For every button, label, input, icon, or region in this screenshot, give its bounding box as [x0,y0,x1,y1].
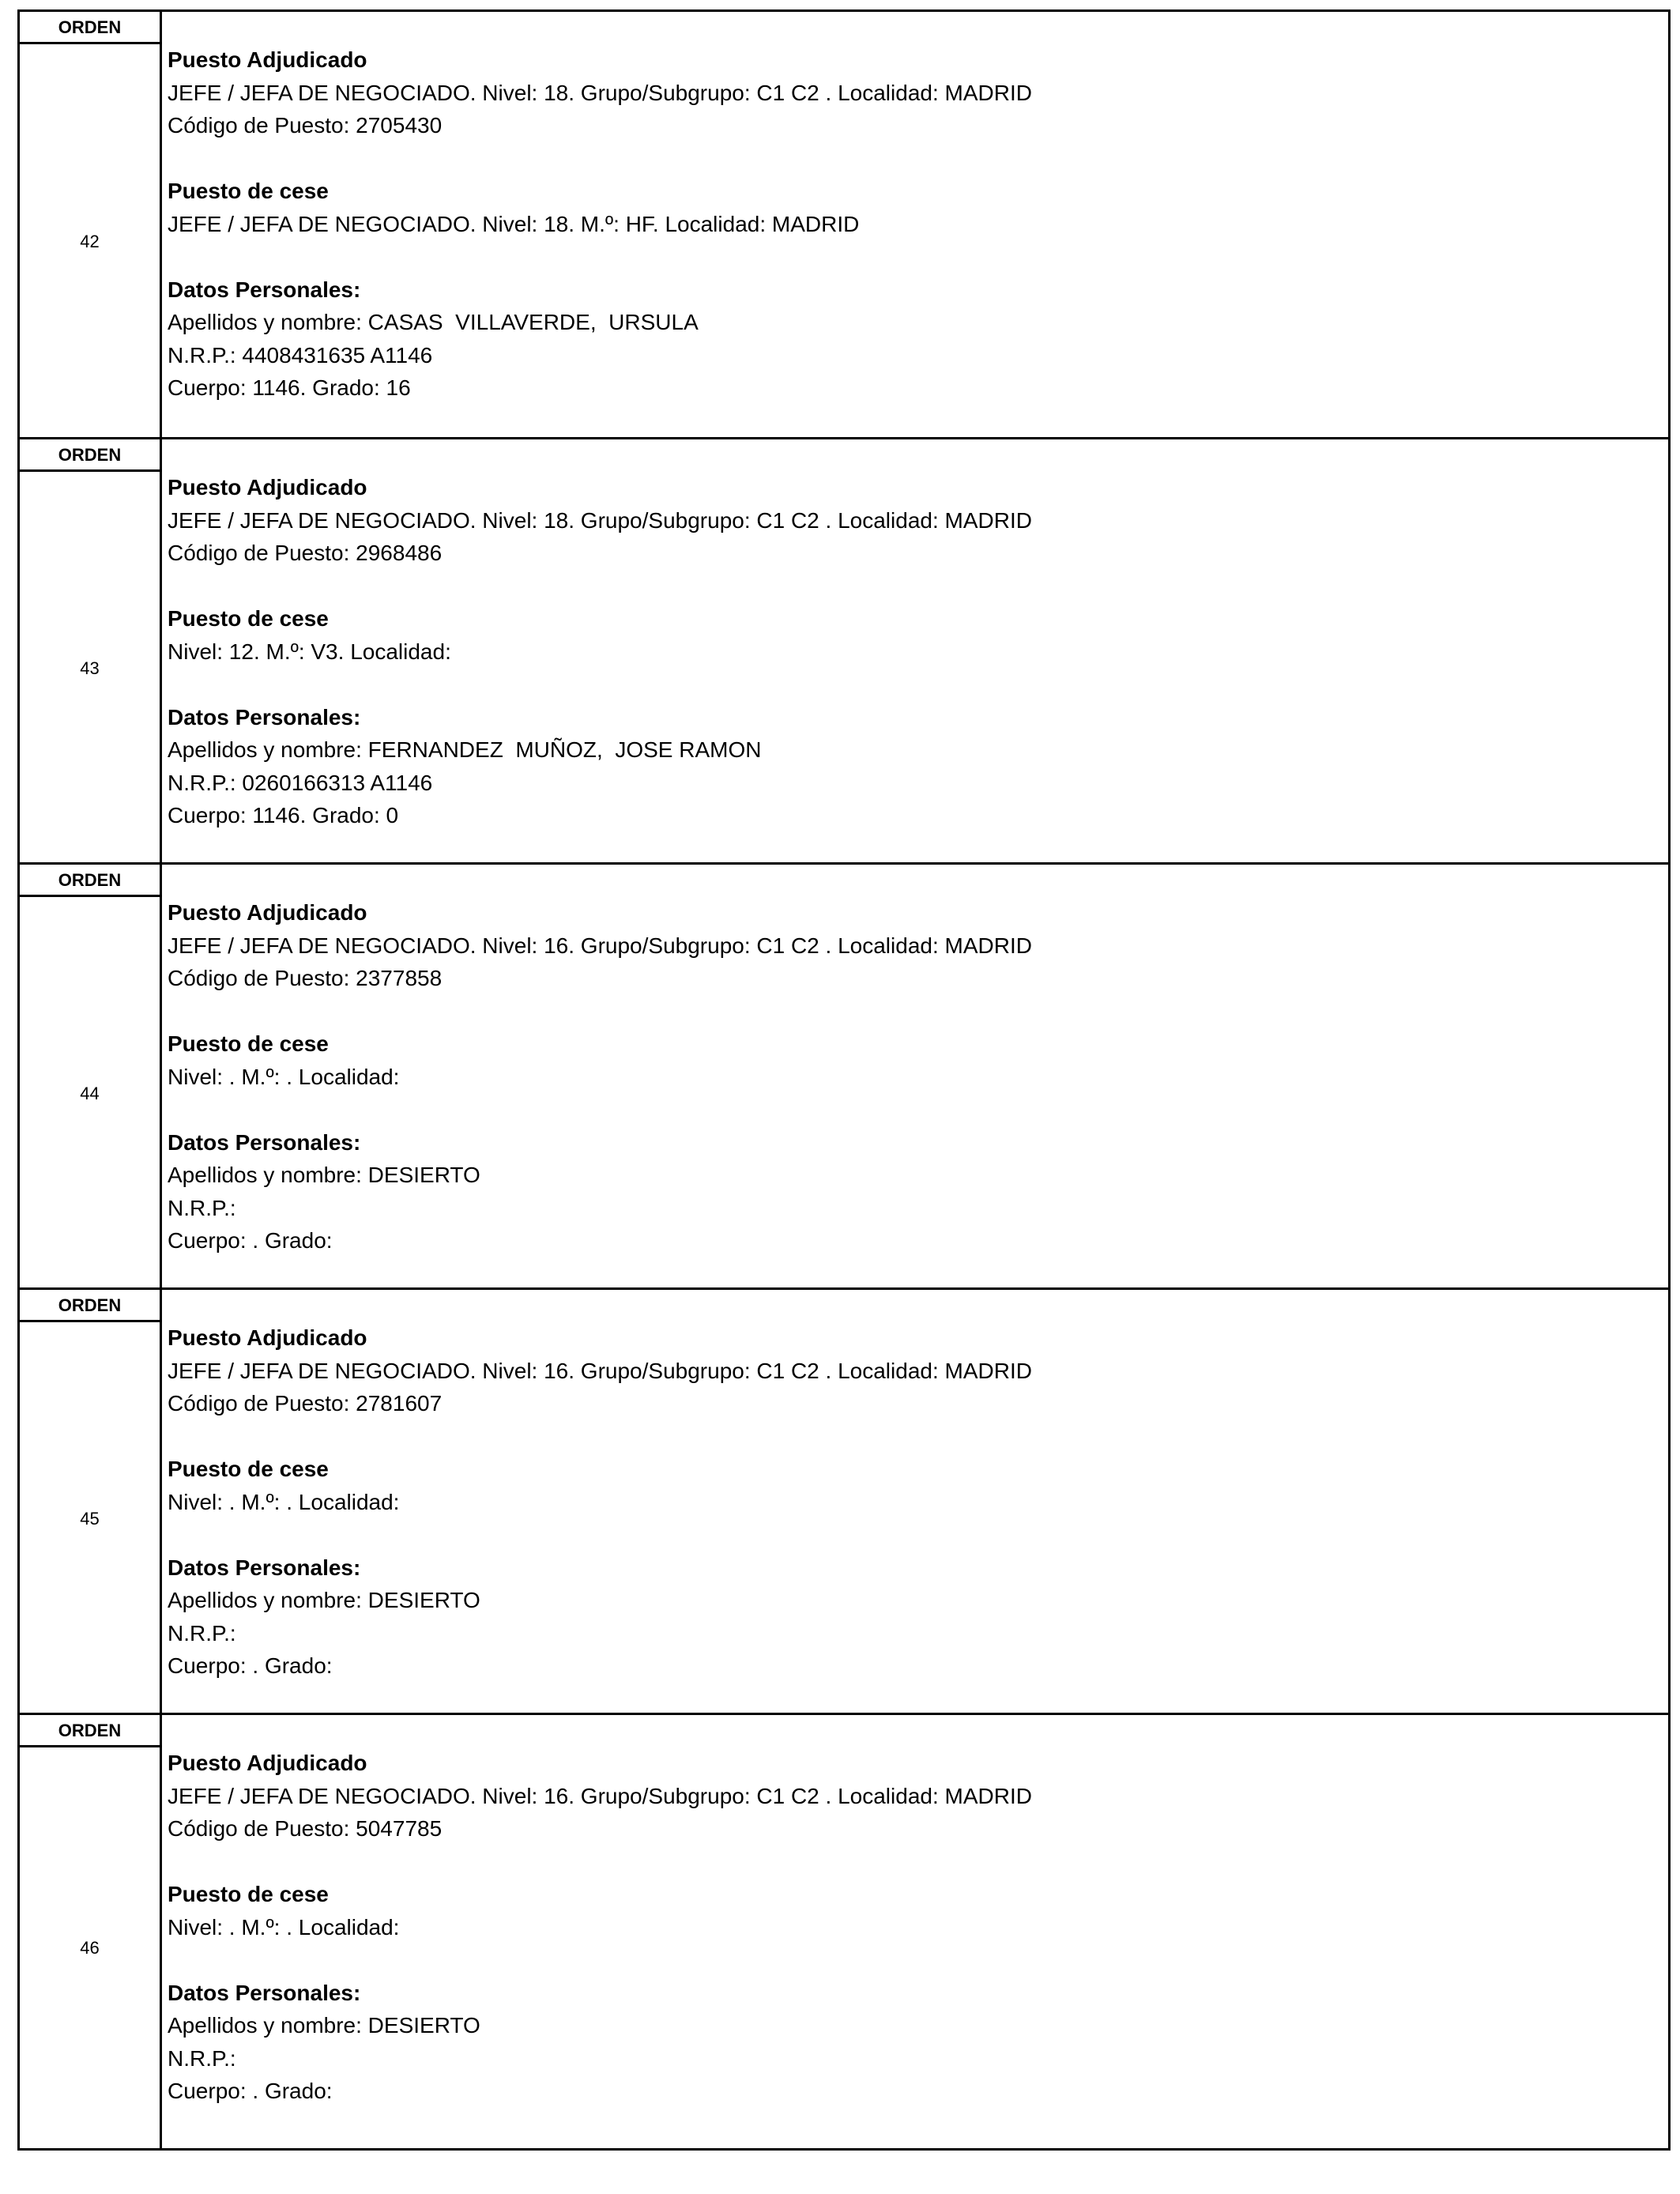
record-row [20,1713,1668,2148]
apellidos-nombre: Apellidos y nombre: DESIERTO [168,2013,480,2038]
puesto-adjudicado-heading: Puesto Adjudicado [168,475,367,499]
puesto-cese-text: Nivel: . M.º: . Localidad: [168,1914,400,1940]
puesto-adjudicado-text: JEFE / JEFA DE NEGOCIADO. Nivel: 16. Grupo/Subgrupo: C1 C2 . Localidad: MADRID [168,1783,1032,1808]
record-details [168,471,1668,832]
nrp: N.R.P.: [168,2045,236,2071]
puesto-adjudicado-heading: Puesto Adjudicado [168,47,367,72]
apellidos-nombre: Apellidos y nombre: DESIERTO [168,1588,480,1612]
datos-personales-heading: Datos Personales: [168,1980,361,2005]
orden-number: 46 [80,1937,100,1958]
puesto-adjudicado-heading: Puesto Adjudicado [168,1751,367,1775]
datos-personales-heading: Datos Personales: [168,1555,361,1580]
codigo-puesto: Código de Puesto: 2705430 [168,113,443,138]
orden-column [20,12,162,439]
datos-personales-heading: Datos Personales: [168,704,361,729]
orden-column [20,1290,162,1715]
codigo-puesto: Código de Puesto: 2377858 [168,966,443,990]
cuerpo-grado: Cuerpo: 1146. Grado: 16 [168,375,411,400]
orden-column [20,439,162,865]
cuerpo-grado: Cuerpo: . Grado: [168,2079,333,2103]
orden-label: ORDEN [20,12,160,44]
nrp: N.R.P.: 4408431635 A1146 [168,342,433,368]
record-details [168,1321,1668,1683]
nrp: N.R.P.: 0260166313 A1146 [168,770,433,795]
puesto-adjudicado-heading: Puesto Adjudicado [168,1325,367,1350]
record-row [20,437,1668,865]
apellidos-nombre: Apellidos y nombre: FERNANDEZ MUÑOZ, JOSE RAMON [168,737,762,762]
nrp: N.R.P.: [168,1195,236,1220]
cuerpo-grado: Cuerpo: . Grado: [168,1228,333,1253]
puesto-adjudicado-text: JEFE / JEFA DE NEGOCIADO. Nivel: 16. Grupo/Subgrupo: C1 C2 . Localidad: MADRID [168,933,1032,958]
orden-label: ORDEN [20,1715,160,1747]
orden-label: ORDEN [20,1290,160,1322]
orden-label: ORDEN [20,439,160,472]
codigo-puesto: Código de Puesto: 5047785 [168,1816,443,1841]
orden-number: 44 [80,1083,100,1103]
puesto-cese-heading: Puesto de cese [168,1882,329,1906]
cuerpo-grado: Cuerpo: 1146. Grado: 0 [168,803,399,827]
codigo-puesto: Código de Puesto: 2968486 [168,541,443,565]
nrp: N.R.P.: [168,1620,236,1646]
apellidos-nombre: Apellidos y nombre: DESIERTO [168,1163,480,1187]
puesto-adjudicado-text: JEFE / JEFA DE NEGOCIADO. Nivel: 18. Grupo/Subgrupo: C1 C2 . Localidad: MADRID [168,507,1032,533]
puesto-adjudicado-text: JEFE / JEFA DE NEGOCIADO. Nivel: 18. Grupo/Subgrupo: C1 C2 . Localidad: MADRID [168,80,1032,105]
puesto-cese-text: Nivel: . M.º: . Localidad: [168,1064,400,1089]
records-table [17,9,1671,2151]
puesto-cese-text: Nivel: . M.º: . Localidad: [168,1489,400,1514]
puesto-cese-heading: Puesto de cese [168,606,329,631]
orden-column [20,865,162,1290]
record-row [20,12,1668,439]
puesto-cese-heading: Puesto de cese [168,1457,329,1481]
orden-column [20,1715,162,2148]
datos-personales-heading: Datos Personales: [168,1129,361,1155]
orden-number: 43 [80,658,100,678]
puesto-adjudicado-text: JEFE / JEFA DE NEGOCIADO. Nivel: 16. Grupo/Subgrupo: C1 C2 . Localidad: MADRID [168,1358,1032,1383]
puesto-cese-text: JEFE / JEFA DE NEGOCIADO. Nivel: 18. M.º: HF. Localidad: MADRID [168,211,860,236]
apellidos-nombre: Apellidos y nombre: CASAS VILLAVERDE, URSULA [168,310,699,334]
datos-personales-heading: Datos Personales: [168,277,361,302]
orden-label: ORDEN [20,865,160,897]
record-row [20,862,1668,1290]
codigo-puesto: Código de Puesto: 2781607 [168,1391,443,1416]
record-details [168,1747,1668,2108]
puesto-cese-heading: Puesto de cese [168,179,329,203]
puesto-adjudicado-heading: Puesto Adjudicado [168,900,367,925]
orden-number: 45 [80,1508,100,1529]
record-row [20,1287,1668,1715]
cuerpo-grado: Cuerpo: . Grado: [168,1653,333,1678]
orden-number: 42 [80,232,100,251]
puesto-cese-text: Nivel: 12. M.º: V3. Localidad: [168,639,451,664]
puesto-cese-heading: Puesto de cese [168,1031,329,1056]
record-details [168,43,1668,405]
record-details [168,896,1668,1257]
